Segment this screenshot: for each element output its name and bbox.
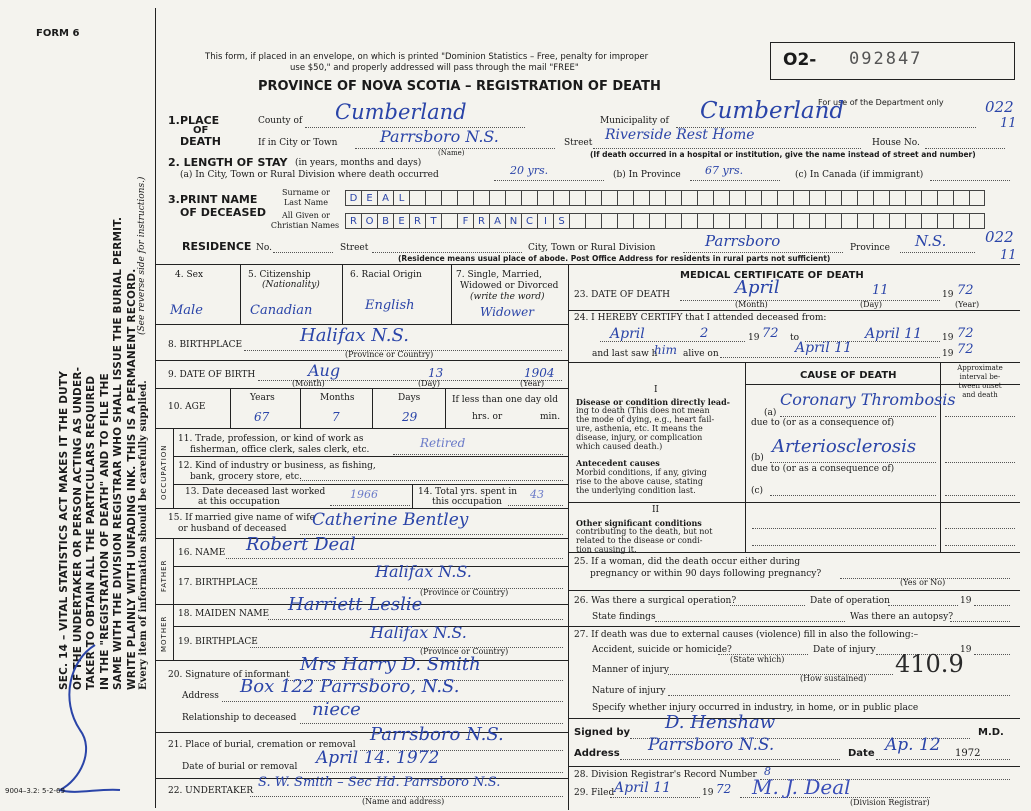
cause-a-value: Coronary Thrombosis — [780, 390, 956, 409]
surname-box-26 — [761, 190, 777, 206]
mother-birthplace: Halifax N.S. — [370, 623, 467, 642]
trade-value: Retired — [420, 436, 466, 450]
given-name-box-30 — [825, 213, 841, 229]
surname-box-0: D — [345, 190, 361, 206]
given-name-box-0: R — [345, 213, 361, 229]
stay-province-value: 67 yrs. — [705, 164, 744, 177]
surname-box-2: A — [377, 190, 393, 206]
filed-year: 72 — [716, 782, 732, 796]
given-name-box-28 — [793, 213, 809, 229]
given-name-box-1: O — [361, 213, 377, 229]
attended-to-date: April 11 — [865, 326, 922, 342]
mother-maiden-name: Harriett Leslie — [288, 594, 423, 615]
surname-box-24 — [729, 190, 745, 206]
surname-box-32 — [857, 190, 873, 206]
registration-number-box: O2- 092847 — [770, 42, 1015, 80]
birthplace-value: Halifax N.S. — [300, 325, 409, 346]
surname-box-27 — [777, 190, 793, 206]
surname-box-39 — [969, 190, 985, 206]
surname-box-11 — [521, 190, 537, 206]
given-name-box-35 — [905, 213, 921, 229]
surname-box-37 — [937, 190, 953, 206]
given-name-box-17 — [617, 213, 633, 229]
given-name-box-34 — [889, 213, 905, 229]
municipality-value: Cumberland — [700, 98, 845, 124]
father-birthplace: Halifax N.S. — [375, 562, 472, 581]
surname-box-14 — [569, 190, 585, 206]
physician-signature: D. Henshaw — [665, 712, 776, 733]
given-name-box-26 — [761, 213, 777, 229]
dod-year: 72 — [957, 283, 974, 298]
record-number: 8 — [764, 765, 771, 778]
physician-date-year: 1972 — [955, 748, 981, 759]
registrar-signature: M. J. Deal — [752, 775, 851, 799]
given-name-box-11: C — [521, 213, 537, 229]
attended-from-day: 2 — [700, 326, 709, 341]
given-name-box-7: F — [457, 213, 473, 229]
given-name-box-8: R — [473, 213, 489, 229]
lastsaw-word: him — [654, 343, 677, 357]
surname-box-6 — [441, 190, 457, 206]
undertaker-value: S. W. Smith – Sec Hd. Parrsboro N.S. — [258, 775, 501, 790]
surname-box-18 — [633, 190, 649, 206]
legal-notice: SEC. 14 – VITAL STATISTICS ACT MAKES IT THE DUTY OF THE UNDERTAKER OR PERSON ACTING AS UNDER- TAKER TO OBTAIN ALL THE PARTICULARS REQUIRED IN THE "REGISTRATION OF DEATH" AND TO FILE THE SAME WITH THE DIVISION REGISTRAR WHO SHALL ISSUE THE BURIAL PERMIT. WRITE PLAINLY WITH UNFADING INK. THIS IS A PERMANENT RECORD. — [58, 216, 138, 690]
dept-code-1: 022 — [985, 98, 1014, 116]
surname-box-1: E — [361, 190, 377, 206]
dod-day: 11 — [872, 283, 889, 298]
margin-scribble-icon — [50, 640, 130, 800]
surname-box-22 — [697, 190, 713, 206]
informant-address: Box 122 Parrsboro, N.S. — [240, 676, 460, 697]
county-value: Cumberland — [335, 100, 467, 124]
surname-box-19 — [649, 190, 665, 206]
surname-box-35 — [905, 190, 921, 206]
dept-code-2: 11 — [1000, 116, 1017, 131]
given-name-box-15 — [585, 213, 601, 229]
surname-box-8 — [473, 190, 489, 206]
surname-box-17 — [617, 190, 633, 206]
given-name-box-27 — [777, 213, 793, 229]
city-value: Parrsboro N.S. — [380, 127, 499, 146]
given-name-boxes — [345, 213, 985, 229]
racial-value: English — [365, 298, 415, 313]
informant-signature: Mrs Harry D. Smith — [300, 654, 481, 675]
cause-b-value: Arteriosclerosis — [772, 436, 917, 457]
given-name-box-5: T — [425, 213, 441, 229]
citizenship-value: Canadian — [250, 303, 313, 318]
surname-box-34 — [889, 190, 905, 206]
surname-box-10 — [505, 190, 521, 206]
surname-box-13 — [553, 190, 569, 206]
physician-address: Parrsboro N.S. — [648, 735, 775, 755]
given-name-box-25 — [745, 213, 761, 229]
burial-date: April 14. 1972 — [316, 748, 440, 768]
lastsaw-year: 72 — [957, 342, 974, 357]
given-name-box-24 — [729, 213, 745, 229]
burial-place: Parrsboro N.S. — [370, 724, 504, 745]
residence-province: N.S. — [915, 232, 947, 250]
given-name-box-10: N — [505, 213, 521, 229]
given-name-box-36 — [921, 213, 937, 229]
dod-month: April — [735, 277, 780, 298]
surname-box-31 — [841, 190, 857, 206]
given-name-box-3: E — [393, 213, 409, 229]
given-name-box-16 — [601, 213, 617, 229]
given-name-box-31 — [841, 213, 857, 229]
registration-number: 092847 — [849, 49, 923, 69]
notice-line1: This form, if placed in an envelope, on which is printed "Dominion Statistics – Free, penalty for improper — [205, 52, 649, 62]
given-name-box-14 — [569, 213, 585, 229]
lastsaw-date: April 11 — [795, 340, 852, 356]
dept-code-3: 022 — [985, 228, 1014, 246]
sex-value: Male — [170, 303, 203, 318]
marital-value: Widower — [480, 305, 534, 319]
dept-code-4: 11 — [1000, 248, 1017, 263]
surname-box-23 — [713, 190, 729, 206]
surname-box-30 — [825, 190, 841, 206]
given-name-box-20 — [665, 213, 681, 229]
surname-box-3: L — [393, 190, 409, 206]
dob-month: Aug — [308, 361, 341, 380]
last-worked-value: 1966 — [350, 488, 378, 501]
age-days: 29 — [402, 410, 418, 424]
given-name-box-33 — [873, 213, 889, 229]
given-name-box-4: R — [409, 213, 425, 229]
given-name-box-19 — [649, 213, 665, 229]
surname-boxes — [345, 190, 985, 206]
surname-box-28 — [793, 190, 809, 206]
given-name-box-6 — [441, 213, 457, 229]
surname-box-33 — [873, 190, 889, 206]
given-name-box-39 — [969, 213, 985, 229]
filed-date: April 11 — [614, 780, 671, 796]
dob-day: 13 — [428, 366, 444, 380]
reverse-note: (See reverse side for instructions.) — [137, 176, 147, 335]
given-name-box-13: S — [553, 213, 569, 229]
given-name-box-9: A — [489, 213, 505, 229]
given-name-box-2: B — [377, 213, 393, 229]
age-years: 67 — [254, 410, 270, 424]
surname-box-20 — [665, 190, 681, 206]
given-name-box-22 — [697, 213, 713, 229]
given-name-box-38 — [953, 213, 969, 229]
surname-box-29 — [809, 190, 825, 206]
surname-box-9 — [489, 190, 505, 206]
attended-from-month: April — [610, 326, 645, 342]
attended-from-year: 72 — [762, 326, 779, 341]
attended-to-year: 72 — [957, 326, 974, 341]
spouse-value: Catherine Bentley — [312, 510, 469, 530]
surname-box-7 — [457, 190, 473, 206]
given-name-box-21 — [681, 213, 697, 229]
stay-city-value: 20 yrs. — [510, 164, 549, 177]
footer-code: 9004–3.2: 5-2-69 — [5, 787, 65, 795]
surname-box-38 — [953, 190, 969, 206]
form-title: PROVINCE OF NOVA SCOTIA – REGISTRATION OF DEATH — [258, 79, 661, 94]
careful-note: Every item of information should be carefully supplied. — [138, 380, 149, 690]
physician-date: Ap. 12 — [885, 735, 941, 755]
relationship-value: niece — [312, 699, 361, 720]
surname-box-4 — [409, 190, 425, 206]
surname-box-12 — [537, 190, 553, 206]
given-name-box-23 — [713, 213, 729, 229]
residence-city: Parrsboro — [705, 232, 781, 250]
surname-box-16 — [601, 190, 617, 206]
given-name-box-12: I — [537, 213, 553, 229]
form-number: FORM 6 — [36, 28, 80, 39]
given-name-box-32 — [857, 213, 873, 229]
father-name: Robert Deal — [246, 534, 356, 555]
classification-code: 410.9 — [895, 650, 964, 678]
notice-line2: use $50," and properly addressed will pass through the mail "FREE" — [290, 63, 579, 73]
surname-box-36 — [921, 190, 937, 206]
age-months: 7 — [332, 410, 340, 424]
surname-box-5 — [425, 190, 441, 206]
given-name-box-37 — [937, 213, 953, 229]
dept-use-label: For use of the Department only — [818, 98, 944, 107]
frame-left — [155, 8, 156, 808]
street-value: Riverside Rest Home — [605, 127, 755, 143]
given-name-box-29 — [809, 213, 825, 229]
total-years-value: 43 — [530, 488, 544, 501]
surname-box-21 — [681, 190, 697, 206]
surname-box-25 — [745, 190, 761, 206]
surname-box-15 — [585, 190, 601, 206]
dob-year: 1904 — [524, 366, 555, 380]
given-name-box-18 — [633, 213, 649, 229]
